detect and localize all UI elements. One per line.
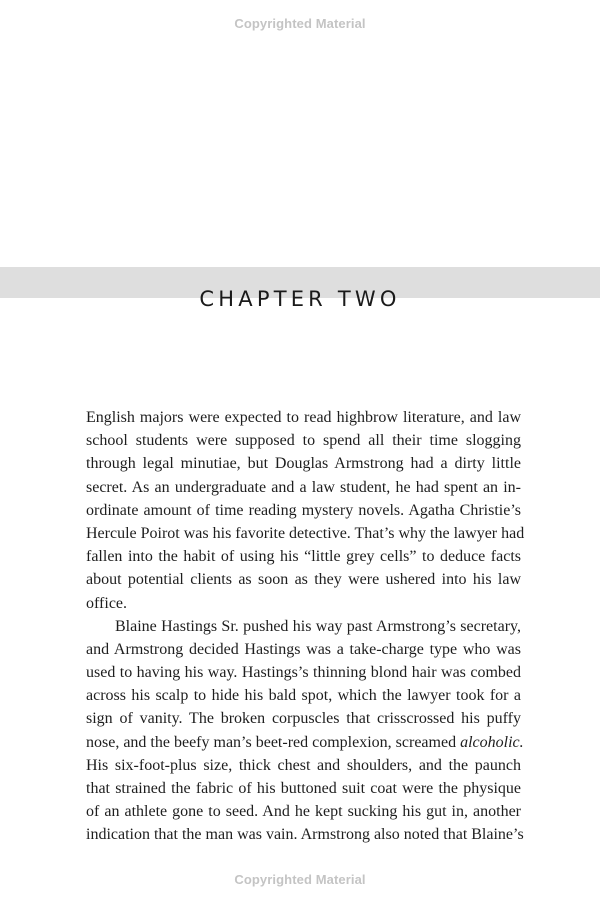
text-line: and Armstrong decided Hastings was a take-charge type who was: [86, 640, 521, 658]
text-line: used to having his way. Hastings’s thinning blond hair was combed: [86, 664, 521, 682]
text-line: across his scalp to hide his bald spot, which the lawyer took for a: [86, 687, 521, 705]
text-line: fallen into the habit of using his “little grey cells” to deduce facts: [86, 548, 521, 566]
text-line: about potential clients as soon as they were ushered into his law: [86, 571, 521, 589]
text-line: through legal minutiae, but Douglas Armstrong had a dirty little: [86, 455, 521, 473]
body-text: [86, 406, 525, 847]
text-line: secret. As an undergraduate and a law student, he had spent an in-: [86, 478, 521, 496]
text-line: of an athlete gone to seed. And he kept sucking his gut in, another: [86, 803, 521, 821]
text-line: Hercule Poirot was his favorite detective. That’s why the lawyer had: [86, 524, 525, 542]
paragraph-2: [86, 615, 524, 847]
text-line-with-emphasis: [86, 731, 524, 754]
paragraph-1: [86, 406, 525, 615]
text-line: His six-foot-plus size, thick chest and shoulders, and the paunch: [86, 756, 521, 774]
copyright-watermark-bottom: Copyrighted Material: [234, 872, 366, 887]
text-line: office.: [86, 594, 128, 612]
text-segment: nose, and the beefy man’s beet-red complexion, screamed: [86, 733, 461, 751]
text-line: school students were supposed to spend all their time slogging: [86, 432, 521, 450]
text-line: sign of vanity. The broken corpuscles that crisscrossed his puffy: [86, 710, 521, 728]
text-line: that strained the fabric of his buttoned suit coat were the physique: [86, 780, 521, 797]
chapter-title: CHAPTER TWO: [199, 287, 401, 311]
text-line: English majors were expected to read highbrow literature, and law: [86, 409, 521, 426]
text-line: ordinate amount of time reading mystery novels. Agatha Christie’s: [86, 501, 521, 519]
copyright-watermark-top: Copyrighted Material: [234, 16, 366, 31]
emphasis-word: alcoholic.: [460, 733, 524, 751]
text-line: Blaine Hastings Sr. pushed his way past Armstrong’s secretary,: [115, 617, 521, 635]
text-line: indication that the man was vain. Armstrong also noted that Blaine’s: [86, 826, 524, 844]
